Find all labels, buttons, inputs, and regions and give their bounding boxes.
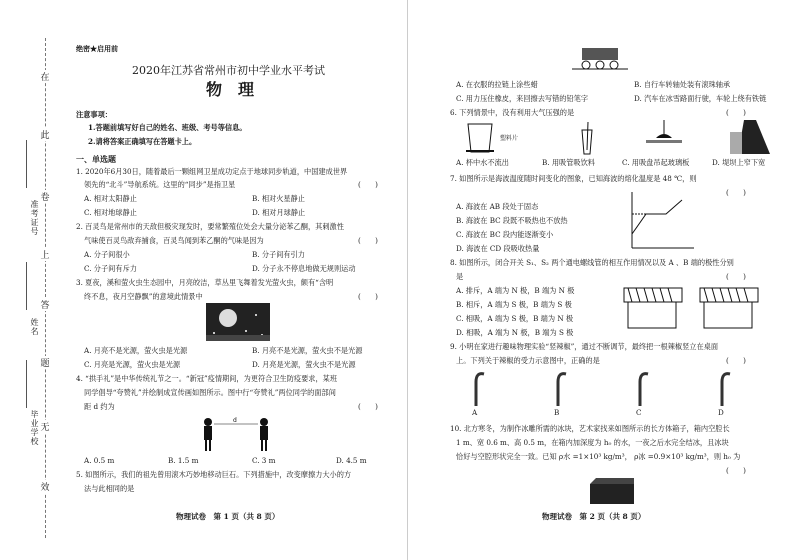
- q2-option-a: A. 分子间很小: [84, 250, 130, 259]
- q8-stem-1: 8. 如图所示，闭合开关 S₁、S₂ 两个通电螺线管的相互作用情况以及 A 、B 端的极性分别: [450, 258, 734, 267]
- q9-stem-2: 上。下列关于辣椒的受力示意图中，正确的是: [456, 356, 600, 365]
- q4-stem-2: 同学倡导“夸赞礼”并绘制成宣传画如图所示。图中行“夸赞礼”两位同学的面部间: [84, 388, 336, 397]
- q5-option-c: C. 用力压住橡皮，来回擦去写错的铅笔字: [456, 94, 589, 103]
- q9-label-d: D: [718, 408, 724, 417]
- chili-force-figures: [456, 368, 776, 408]
- page-2: [412, 0, 784, 560]
- solenoid-circuit-figure: [618, 284, 768, 340]
- exam-title: 2020年江苏省常州市初中学业水平考试: [132, 64, 325, 77]
- note-1: 1.答题前填写好自己的姓名、班级、考号等信息。: [88, 123, 247, 132]
- melting-graph-figure: [624, 190, 696, 252]
- q7-option-c: C. 海波在 BC 段内能逐渐变小: [456, 230, 554, 239]
- subject-title: 物 理: [206, 80, 255, 99]
- q8-answer-paren: ( ): [726, 272, 746, 281]
- q6-answer-paren: ( ): [726, 108, 746, 117]
- straw-figure: [572, 120, 602, 156]
- school-blank: [26, 360, 27, 408]
- q7-option-b: B. 海波在 BC 段既不吸热也不放热: [456, 216, 568, 225]
- dam-figure: [730, 118, 776, 156]
- q9-label-b: B: [554, 408, 560, 417]
- suction-cup-figure: [642, 120, 686, 156]
- q8-option-d: D. 相吸，A 端为 N 极，B 端为 S 极: [456, 328, 574, 337]
- q4-answer-paren: ( ): [358, 402, 378, 411]
- q6-stem: 6. 下列情景中，没有利用大气压强的是: [450, 108, 575, 117]
- q2-stem-1: 2. 百灵鸟是常州市的天敌但极灾现发时，要常繁殖位处会大量分泌苯乙酮，其刺激性: [76, 222, 344, 231]
- seal-char: 上: [38, 248, 52, 261]
- q1-stem-2: 领先的“北斗”导航系统。这里的“同步”是指卫星: [84, 180, 236, 189]
- exam-number-blank: [26, 140, 27, 188]
- note-2: 2.请将答案正确填写在答题卡上。: [88, 137, 197, 146]
- q1-stem-1: 1. 2020年6月30日，随着最后一颗组网卫星成功定点于地球同步轨道，中国建成世界: [76, 167, 348, 176]
- q2-answer-paren: ( ): [358, 236, 378, 245]
- q3-answer-paren: ( ): [358, 292, 378, 301]
- page-2-footer: 物理试卷 第 2 页（共 8 页）: [542, 512, 646, 521]
- q6-option-c: C. 用吸盘吊起玻璃板: [622, 158, 690, 167]
- q5-stem-1: 5. 如图所示，我们的祖先曾用滚木巧妙地移动巨石。下列措施中，改变摩擦力大小的方: [76, 470, 352, 479]
- q1-option-b: B. 相对火星静止: [252, 194, 305, 203]
- q3-option-b: B. 月亮不是光源，萤火虫不是光源: [252, 346, 363, 355]
- q8-option-b: B. 相斥，A 端为 S 极，B 端为 S 极: [456, 300, 572, 309]
- greeting-figure: [196, 416, 276, 452]
- seal-char: 答: [38, 298, 52, 311]
- q6-figure-label: 塑料片: [500, 135, 519, 142]
- binding-margin: [0, 0, 66, 560]
- moon-night-figure: [206, 303, 270, 341]
- seal-char: 此: [38, 128, 52, 141]
- q10-answer-paren: ( ): [726, 466, 746, 475]
- q8-stem-2: 是: [456, 272, 464, 281]
- page-divider: [407, 0, 408, 560]
- q7-option-d: D. 海波在 CD 段吸收热量: [456, 244, 540, 253]
- q4-option-c: C. 3 m: [252, 456, 276, 465]
- seal-char: 效: [38, 480, 52, 493]
- cup-figure: [460, 120, 500, 156]
- q7-answer-paren: ( ): [726, 188, 746, 197]
- seal-char: 卷: [38, 190, 52, 203]
- q10-stem-1: 10. 北方寒冬，为制作冰雕所需的冰块，艺术家找来如图所示的长方体箱子，箱内空腔长: [450, 424, 730, 433]
- section-heading: 一、单选题: [76, 154, 116, 164]
- q9-label-a: A: [472, 408, 478, 417]
- q9-answer-paren: ( ): [726, 356, 746, 365]
- page-1: [66, 0, 402, 560]
- q4-option-b: B. 1.5 m: [168, 456, 199, 465]
- q8-option-a: A. 排斥，A 端为 N 极，B 端为 N 极: [456, 286, 575, 295]
- q1-option-c: C. 相对地球静止: [84, 208, 137, 217]
- q3-stem-1: 3. 夏夜，溪和萤火虫生态园中，月亮皎洁，草丛里飞舞着发光萤火虫，颇有“含明: [76, 278, 334, 287]
- q2-option-d: D. 分子永不停息地做无规则运动: [252, 264, 356, 273]
- q4-stem-1: 4. “拱手礼”是中华传统礼节之一。“新冠”疫情期间，为更符合卫生防疫要求，某班: [76, 374, 338, 383]
- rolling-logs-figure: [572, 46, 628, 72]
- q6-option-d: D. 堤坝上窄下宽: [712, 158, 766, 167]
- q5-stem-2: 法与此相同的是: [84, 484, 135, 493]
- q7-option-a: A. 海波在 AB 段处于固态: [456, 202, 539, 211]
- exam-number-label: 准考证号: [30, 200, 39, 236]
- q8-option-c: C. 相吸，A 端为 S 极，B 端为 N 极: [456, 314, 574, 323]
- q5-option-a: A. 在衣服的拉链上涂些蜡: [456, 80, 538, 89]
- q6-option-a: A. 杯中水不流出: [456, 158, 509, 167]
- q5-option-d: D. 汽车在冰雪路面行驶，车轮上绕有铁链: [634, 94, 767, 103]
- q3-option-a: A. 月亮不是光源，萤火虫是光源: [84, 346, 188, 355]
- q2-option-c: C. 分子间有斥力: [84, 264, 137, 273]
- q1-answer-paren: ( ): [358, 180, 378, 189]
- q10-stem-3: 恰好与空腔形状完全一致。已知 ρ水 =1×10³ kg/m³， ρ冰 =0.9×10³ kg/m³，则 h₀ 为: [456, 452, 741, 461]
- ice-box-figure: [588, 478, 636, 506]
- q4-option-d: D. 4.5 m: [336, 456, 367, 465]
- name-blank: [26, 262, 27, 310]
- seal-dashed-line: [45, 38, 46, 538]
- q1-option-a: A. 相对太阳静止: [84, 194, 137, 203]
- q2-option-b: B. 分子间有引力: [252, 250, 305, 259]
- seal-char: 无: [38, 420, 52, 433]
- q3-option-c: C. 月亮是光源，萤火虫是光源: [84, 360, 181, 369]
- school-label: 毕业学校: [30, 410, 39, 446]
- q3-stem-2: 终不息，夜月空静飘”的意境此情景中: [84, 292, 203, 301]
- q1-option-d: D. 相对月球静止: [252, 208, 306, 217]
- q10-stem-2: 1 m、宽 0.6 m、高 0.5 m，在箱内加深度为 h₀ 的水，一夜之后水完全结冰，且冰块: [456, 438, 729, 447]
- page-1-footer: 物理试卷 第 1 页（共 8 页）: [176, 512, 280, 521]
- q3-option-d: D. 月亮是光源，萤火虫不是光源: [252, 360, 356, 369]
- name-label: 姓名: [30, 318, 39, 336]
- q7-stem: 7. 如图所示是海波温度随时间变化的图象，已知海波的熔化温度是 48 ℃，则: [450, 174, 697, 183]
- seal-char: 在: [38, 70, 52, 83]
- q2-stem-2: 气味使百灵鸟敌弃捕食，百灵鸟闻到苯乙酮的气味是因为: [84, 236, 264, 245]
- q6-option-b: B. 用吸管吸饮料: [542, 158, 595, 167]
- q9-label-c: C: [636, 408, 642, 417]
- seal-char: 题: [38, 356, 52, 369]
- q5-option-b: B. 自行车转轴处装有滚珠轴承: [634, 80, 731, 89]
- q4-stem-3: 距 d 约为: [84, 402, 115, 411]
- q4-option-a: A. 0.5 m: [84, 456, 115, 465]
- q9-stem-1: 9. 小明在家进行趣味物理实验“竖辣椒”，通过不断调节，最终把一根辣椒竖立在桌面: [450, 342, 719, 351]
- svg-text:d: d: [233, 417, 237, 424]
- secret-mark: 绝密★启用前: [76, 44, 118, 53]
- notes-heading: 注意事项：: [76, 110, 112, 119]
